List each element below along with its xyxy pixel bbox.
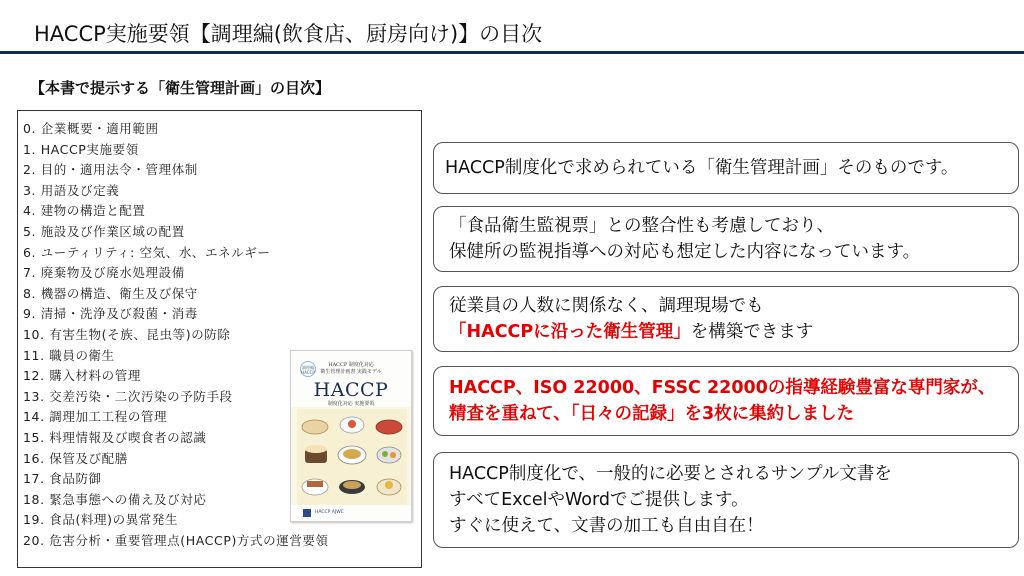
- book-cover-image: [290, 350, 412, 522]
- toc-item: 4. 建物の構造と配置: [23, 203, 146, 219]
- toc-item: 6. ユーティリティ: 空気、水、エネルギー: [23, 244, 271, 260]
- toc-item: 17. 食品防御: [23, 471, 102, 487]
- toc-item: 16. 保管及び配膳: [23, 450, 128, 466]
- toc-item: 7. 廃棄物及び廃水処理設備: [23, 265, 185, 281]
- feature-panel-4: [433, 366, 1019, 436]
- toc-item: 2. 目的・適用法令・管理体制: [23, 162, 198, 178]
- book-caption: 制度化対応 実施要領: [327, 401, 375, 407]
- feature-panel-2: [433, 206, 1019, 272]
- panel-text: HACCP制度化で、一般的に必要とされるサンプル文書を: [449, 464, 892, 484]
- toc-item: 12. 購入材料の管理: [23, 368, 141, 384]
- panel-text: 従業員の人数に関係なく、調理現場でも: [449, 296, 764, 316]
- toc-item: 0. 企業概要・適用範囲: [23, 121, 159, 136]
- book-subtitle-line: 衛生管理計画書 実践モデル: [320, 369, 382, 375]
- food-illustrations: [297, 409, 407, 507]
- toc-item: 18. 緊急事態への備え及び対応: [23, 491, 207, 507]
- toc-item: 19. 食品(料理)の異常発生: [23, 512, 179, 528]
- toc-item: 14. 調理加工工程の管理: [23, 409, 168, 425]
- book-title: HACCP: [313, 379, 389, 401]
- toc-item: 15. 料理情報及び喫食者の認識: [23, 429, 207, 445]
- feature-panel-5: [433, 452, 1019, 548]
- highlight-text: 「HACCPに沿った衛生管理」: [449, 322, 691, 342]
- title-underline: [0, 51, 1024, 54]
- toc-item: 9. 清掃・洗浄及び殺菌・消毒: [23, 306, 198, 322]
- toc-item: 8. 機器の構造、衛生及び保守: [23, 285, 198, 301]
- book-subtitle-line: HACCP 制度化対応: [328, 362, 374, 368]
- publisher-logo-icon: [303, 509, 311, 517]
- panel-text: すべてExcelやWordでご提供します。: [449, 490, 749, 510]
- toc-item: 5. 施設及び作業区域の配置: [23, 223, 185, 239]
- book-publisher: HACCP AJWC: [315, 510, 344, 515]
- section-subtitle: 【本書で提示する「衛生管理計画」の目次】: [30, 79, 331, 97]
- toc-item: 10. 有害生物(そ族、昆虫等)の防除: [23, 326, 231, 342]
- toc-item: 1. HACCP実施要領: [23, 141, 139, 157]
- toc-item: 20. 危害分析・重要管理点(HACCP)方式の運営要領: [23, 532, 329, 548]
- toc-item: 3. 用語及び定義: [23, 182, 120, 198]
- panel-text: HACCP制度化で求められている「衛生管理計画」そのものです。: [445, 158, 959, 178]
- panel-text: を構築できます: [690, 322, 814, 342]
- panel-text: 保健所の監視指導への対応も想定した内容になっています。: [449, 242, 921, 262]
- book-badge: 調理編 HACCP: [300, 361, 316, 377]
- highlight-text: HACCP、ISO 22000、FSSC 22000の指導経験豊富な専門家が、: [449, 378, 996, 398]
- toc-item: 13. 交差汚染・二次汚染の予防手段: [23, 388, 233, 404]
- highlight-text: 精査を重ねて、「日々の記録」を3枚に集約しました: [449, 404, 855, 424]
- feature-panel-3: [433, 286, 1019, 352]
- toc-item: 11. 職員の衛生: [23, 347, 115, 363]
- feature-panel-1: [433, 142, 1019, 194]
- page-title: HACCP実施要領【調理編(飲食店、厨房向け)】の目次: [34, 22, 543, 46]
- panel-text-mixed: [449, 319, 1018, 345]
- panel-text: すぐに使えて、文書の加工も自由自在！: [449, 516, 764, 536]
- panel-text: 「食品衛生監視票」との整合性も考慮しており、: [449, 216, 834, 236]
